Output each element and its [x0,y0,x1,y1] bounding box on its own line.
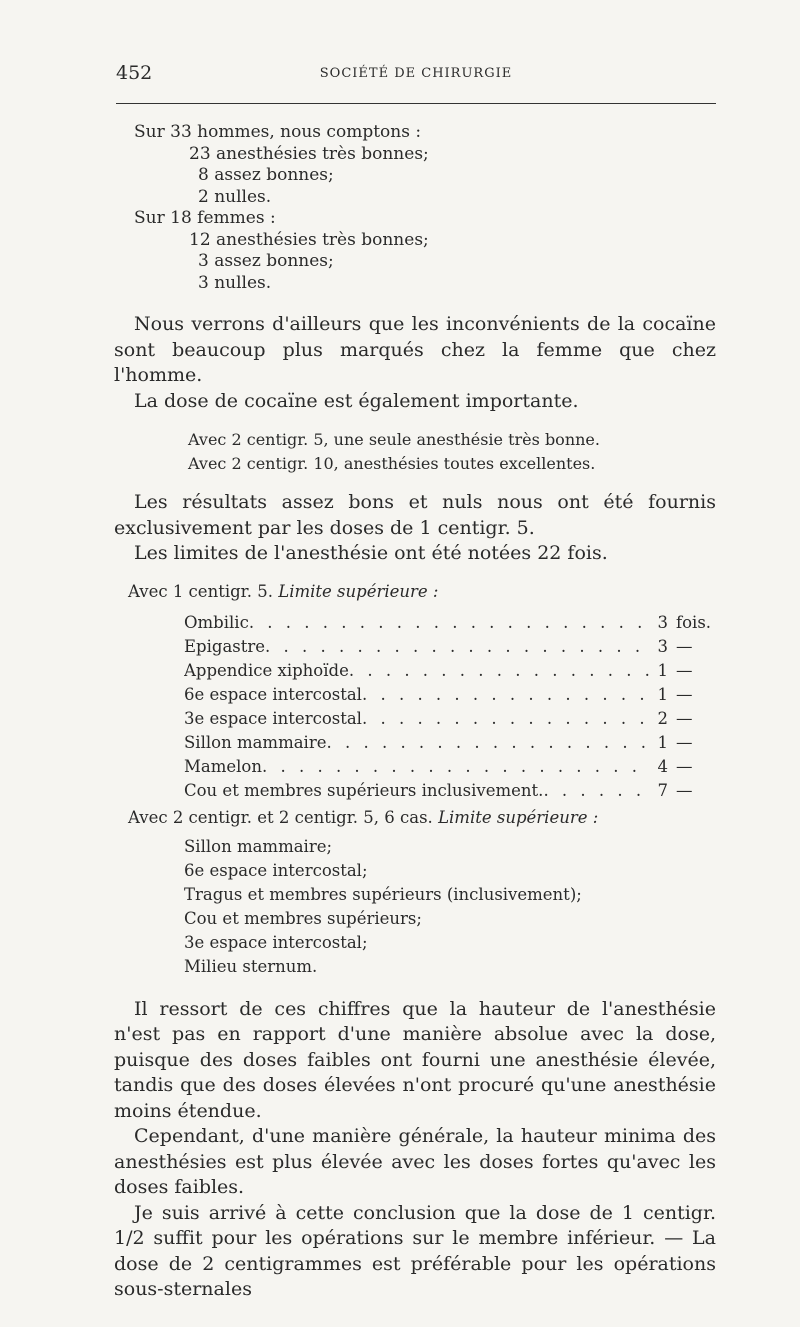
table1-intro-italic: Limite supérieure : [278,581,439,601]
list-item: Sillon mammaire; [184,836,333,856]
table-row [184,779,724,803]
row-label: Cou et membres supérieurs inclusivement. [184,780,544,800]
list-item: Cou et membres supérieurs; [184,908,422,928]
row-unit: — [676,780,693,800]
table-row [184,635,724,659]
stats-line: 12 anesthésies très bonnes; [189,229,429,250]
table-row [184,755,724,779]
stats-line: 3 nulles. [198,272,272,293]
table2-intro [114,807,716,829]
limit-list [114,835,716,979]
page-header [116,62,716,90]
paragraph: Les limites de l'anesthésie ont été notées 22 fois. [134,542,608,564]
header-rule [116,103,716,104]
page-body [114,122,716,1303]
stats-line: 23 anesthésies très bonnes; [189,143,429,164]
table-row [184,731,724,755]
stats-line: 2 nulles. [198,186,272,207]
row-count: 3 [657,612,668,632]
list-item: Tragus et membres supérieurs (inclusivement); [184,884,582,904]
row-label: Sillon mammaire [184,732,327,752]
row-unit: — [676,756,693,776]
paragraph: Les résultats assez bons et nuls nous ont été fournis exclusivement par les doses de 1 centigr. 5. [114,491,716,539]
stats-line: Sur 33 hommes, nous comptons : [134,122,422,142]
stats-line: Sur 18 femmes : [134,208,276,228]
paragraph: Nous verrons d'ailleurs que les inconvénients de la cocaïne sont beaucoup plus marqués chez la femme que chez l'homme. [114,313,716,386]
table1-intro [114,581,716,603]
row-count: 1 [657,732,668,752]
stats-line: 3 assez bonnes; [198,251,334,271]
paragraph: Cependant, d'une manière générale, la hauteur minima des anesthésies est plus élevée avec les doses fortes qu'avec les doses faibles. [114,1125,716,1198]
row-unit: — [676,660,693,680]
paragraph: La dose de cocaïne est également importante. [134,389,579,412]
row-unit: — [676,708,693,728]
row-label: Appendice xiphoïde [184,660,349,680]
paragraph: Il ressort de ces chiffres que la hauteur de l'anesthésie n'est pas en rapport d'une manière absolue avec la dose, puisque des doses faibles ont fourni une anesthésie élevée, tandis que des doses élevées n'ont procuré qu'une anesthésie moins étendue. [114,997,716,1122]
row-label: 3e espace intercostal [184,708,362,728]
limit-table [114,611,724,803]
stats-line: 8 assez bonnes; [198,165,334,185]
row-unit: — [676,636,693,656]
table-row [184,707,724,731]
row-unit: — [676,732,693,752]
list-item: 6e espace intercostal; [184,860,368,880]
row-count: 1 [657,684,668,704]
list-item: 3e espace intercostal; [184,932,368,952]
table-row [184,611,724,635]
running-title: SOCIÉTÉ DE CHIRURGIE [319,66,513,81]
table-row [184,683,724,707]
row-count: 7 [657,780,668,800]
page-number: 452 [116,62,153,84]
row-count: 4 [657,756,668,776]
row-unit: fois. [676,612,712,632]
list-item: Milieu sternum. [184,956,318,976]
row-label: 6e espace intercostal [184,684,362,704]
row-label: Epigastre [184,636,266,656]
row-label: Ombilic [184,612,249,632]
row-label: Mamelon [184,756,262,776]
results-list [114,122,716,294]
table2-intro-italic: Limite supérieure : [438,807,599,827]
dose-note: Avec 2 centigr. 5, une seule anesthésie très bonne. [188,430,600,449]
paragraph: Je suis arrivé à cette conclusion que la dose de 1 centigr. 1/2 suffit pour les opérations sur le membre inférieur. — La dose de 2 centigrammes est préférable pour les opérations sous-sternales [114,1201,716,1300]
table1-intro-text: Avec 1 centigr. 5. [128,581,273,601]
row-count: 3 [657,636,668,656]
row-count: 1 [657,660,668,680]
row-count: 2 [657,708,668,728]
table-row [184,659,724,683]
row-unit: — [676,684,693,704]
dose-note: Avec 2 centigr. 10, anesthésies toutes excellentes. [188,454,596,473]
table2-intro-text: Avec 2 centigr. et 2 centigr. 5, 6 cas. [128,807,433,827]
